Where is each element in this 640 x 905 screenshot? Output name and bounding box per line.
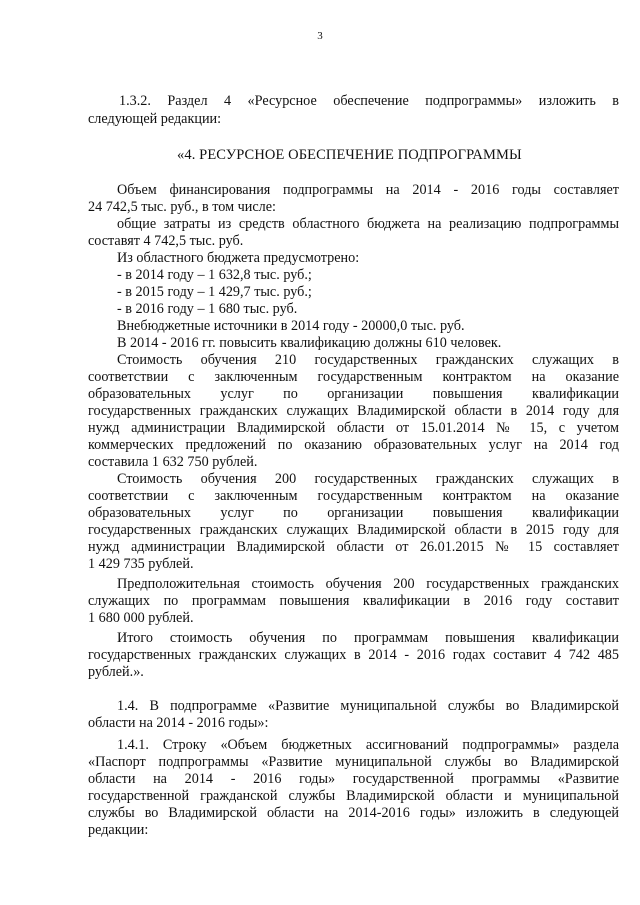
body-line: государственных гражданских служащих Владимирской области в 2015 году для: [88, 522, 619, 538]
body-line: Стоимость обучения 200 государственных гражданских служащих в: [117, 471, 619, 487]
body-line: служащих по программам повышения квалификации в 2016 году составит: [88, 593, 619, 609]
body-line: - в 2015 году – 1 429,7 тыс. руб.;: [117, 284, 312, 300]
body-line: 1 680 000 рублей.: [88, 610, 194, 626]
body-line: образовательных услуг по организации повышения квалификации: [88, 505, 619, 521]
section-14-line: 1.4. В подпрограмме «Развитие муниципальной службы во Владимирской: [117, 698, 619, 714]
body-line: составят 4 742,5 тыс. руб.: [88, 233, 244, 249]
body-line: государственных гражданских служащих в 2014 - 2016 годах составит 4 742 485: [88, 647, 619, 663]
body-line: образовательных услуг по организации повышения квалификации: [88, 386, 619, 402]
body-line: Из областного бюджета предусмотрено:: [117, 250, 360, 266]
body-line: Стоимость обучения 210 государственных гражданских служащих в: [117, 352, 619, 368]
section-14-line: службы во Владимирской области на 2014-2016 годы» изложить в следующей: [88, 805, 619, 821]
section-14-line: государственной гражданской службы Владимирской области и муниципальной: [88, 788, 619, 804]
body-line: Объем финансирования подпрограммы на 2014 - 2016 годы составляет: [117, 182, 619, 198]
body-line: - в 2014 году – 1 632,8 тыс. руб.;: [117, 267, 312, 283]
body-line: государственных гражданских служащих Владимирской области в 2014 году для: [88, 403, 619, 419]
page-number: 3: [317, 30, 323, 42]
section-14-line: «Паспорт подпрограммы «Развитие муниципальной службы во Владимирской: [88, 754, 619, 770]
section-14-line: 1.4.1. Строку «Объем бюджетных ассигнований подпрограммы» раздела: [117, 737, 619, 753]
body-line: Итого стоимость обучения по программам повышения квалификации: [117, 630, 619, 646]
body-line: Предположительная стоимость обучения 200 государственных гражданских: [117, 576, 619, 592]
body-line: В 2014 - 2016 гг. повысить квалификацию должны 610 человек.: [117, 335, 502, 351]
body-line: нужд администрации Владимирской области от 26.01.2015 № 15 составляет: [88, 539, 619, 555]
body-line: общие затраты из средств областного бюджета на реализацию подпрограммы: [117, 216, 619, 232]
body-line: - в 2016 году – 1 680 тыс. руб.: [117, 301, 298, 317]
body-line: соответствии с заключенным государственным контрактом на оказание: [88, 488, 619, 504]
section-intro-line: следующей редакции:: [88, 111, 222, 127]
section-heading: «4. РЕСУРСНОЕ ОБЕСПЕЧЕНИЕ ПОДПРОГРАММЫ: [177, 147, 522, 163]
body-line: составила 1 632 750 рублей.: [88, 454, 258, 470]
section-14-line: редакции:: [88, 822, 149, 838]
body-line: Внебюджетные источники в 2014 году - 20000,0 тыс. руб.: [117, 318, 465, 334]
body-line: нужд администрации Владимирской области от 15.01.2014 № 15, с учетом: [88, 420, 619, 436]
body-line: соответствии с заключенным государственным контрактом на оказание: [88, 369, 619, 385]
body-line: рублей.».: [88, 664, 144, 680]
section-14-line: области на 2014 - 2016 годы» государственной программы «Развитие: [88, 771, 619, 787]
section-14-line: области на 2014 - 2016 годы»:: [88, 715, 269, 731]
body-line: 24 742,5 тыс. руб., в том числе:: [88, 199, 276, 215]
body-line: коммерческих предложений по оказанию образовательных услуг на 2014 год: [88, 437, 619, 453]
body-line: 1 429 735 рублей.: [88, 556, 194, 572]
section-intro-line: 1.3.2. Раздел 4 «Ресурсное обеспечение подпрограммы» изложить в: [119, 93, 619, 109]
